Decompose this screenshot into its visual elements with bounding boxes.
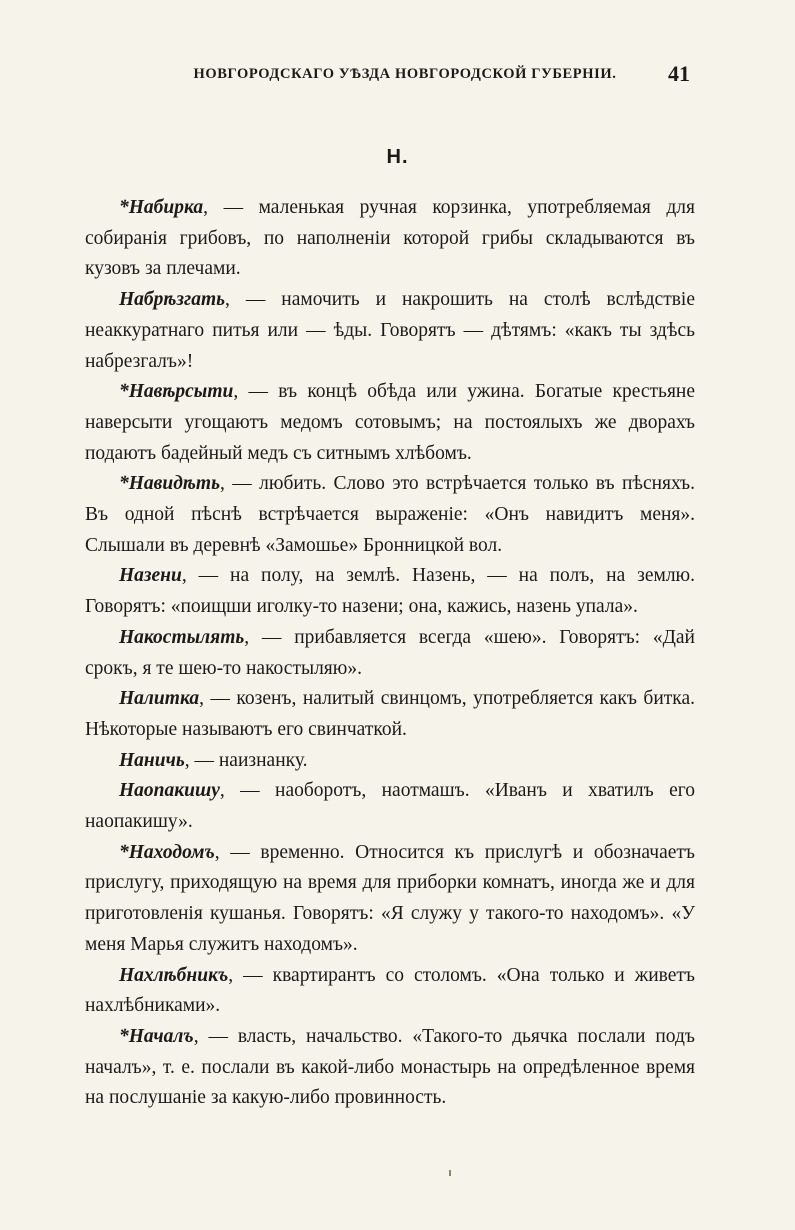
entry-term: Нахлѣбникъ — [119, 964, 229, 986]
entry-definition: , — наизнанку. — [184, 749, 308, 771]
letter-heading: Н. — [386, 146, 409, 168]
entry-term: Наопакишу — [119, 780, 220, 802]
entry-term: *Находомъ — [119, 841, 215, 863]
dictionary-body — [85, 193, 695, 1114]
page-header — [120, 61, 690, 92]
entry-definition: , — власть, начальство. «Такого-то дьячка послали подъ началъ», т. е. послали въ какой-либо монастырь на опредѣленное время на послушаніе за какую-либо провинность. — [85, 1025, 695, 1109]
dictionary-entry — [85, 961, 695, 1022]
dictionary-entry — [85, 623, 695, 684]
dictionary-entry — [85, 285, 695, 377]
entry-definition: , — любить. Слово это встрѣчается только въ пѣсняхъ. Въ одной пѣснѣ встрѣчается выраженіе: «Онъ навидитъ меня». Слышали въ деревнѣ «Замошье» Бронницкой вол. — [85, 473, 695, 556]
entry-definition: , — намочить и накрошить на столѣ вслѣдствіе неаккуратнаго питья или — ѣды. Говорятъ — дѣтямъ: «какъ ты здѣсь набрезгалъ»! — [85, 289, 695, 372]
dictionary-entry — [85, 377, 695, 469]
entry-term: Набрѣзгать — [119, 289, 226, 311]
dictionary-entry — [85, 1022, 695, 1114]
entry-definition: , — въ концѣ обѣда или ужина. Богатые крестьяне наверсыти угощаютъ медомъ сотовымъ; на постоялыхъ же дворахъ подаютъ бадейный медъ съ ситнымъ хлѣбомъ. — [85, 381, 695, 464]
dictionary-entry — [85, 561, 695, 622]
dictionary-entry — [85, 776, 695, 837]
entry-definition: , — козенъ, налитый свинцомъ, употребляется какъ битка. Нѣкоторые называютъ его свинчаткой. — [85, 688, 695, 740]
dictionary-entry — [85, 193, 695, 285]
dictionary-entry — [85, 746, 695, 777]
entry-definition: , — временно. Относится къ прислугѣ и обозначаетъ прислугу, приходящую на время для приборки комнатъ, иногда же и для приготовленія кушанья. Говорятъ: «Я служу у такого-то находомъ». «У меня Марья служитъ находомъ». — [85, 841, 695, 955]
entry-term: Налитка — [119, 688, 200, 710]
dictionary-entry — [85, 469, 695, 561]
print-speck — [449, 1170, 451, 1176]
entry-term: *Навидѣть — [119, 473, 220, 495]
entry-definition: , — на полу, на землѣ. Назень, — на полъ, на землю. Говорятъ: «поищши иголку-то назени; она, кажись, назень упала». — [85, 565, 695, 618]
entry-definition: , — прибавляется всегда «шею». Говорятъ: «Дай срокъ, я те шею-то накостыляю». — [85, 626, 695, 679]
entry-definition: , — наоборотъ, наотмашъ. «Иванъ и хватилъ его наопакишу». — [85, 780, 695, 833]
running-title: НОВГОРОДСКАГО УѢЗДА НОВГОРОДСКОЙ ГУБЕРНІИ. — [193, 66, 617, 82]
entry-definition: , — квартирантъ со столомъ. «Она только и живетъ нахлѣбниками». — [85, 964, 695, 1017]
dictionary-entry — [85, 684, 695, 745]
entry-definition: , — маленькая ручная корзинка, употребляемая для собиранія грибовъ, по наполненіи которой грибы складываются въ кузовъ за плечами. — [85, 197, 695, 280]
page-number: 41 — [668, 61, 690, 86]
entry-term: Накостылять — [119, 626, 245, 648]
entry-term: *Навѣрсыти — [119, 381, 234, 403]
entry-term: Наничь — [119, 749, 185, 771]
entry-term: Назени — [119, 565, 182, 587]
entry-term: *Набирка — [119, 197, 204, 218]
entry-term: *Началъ — [119, 1025, 194, 1047]
dictionary-entry — [85, 838, 695, 961]
